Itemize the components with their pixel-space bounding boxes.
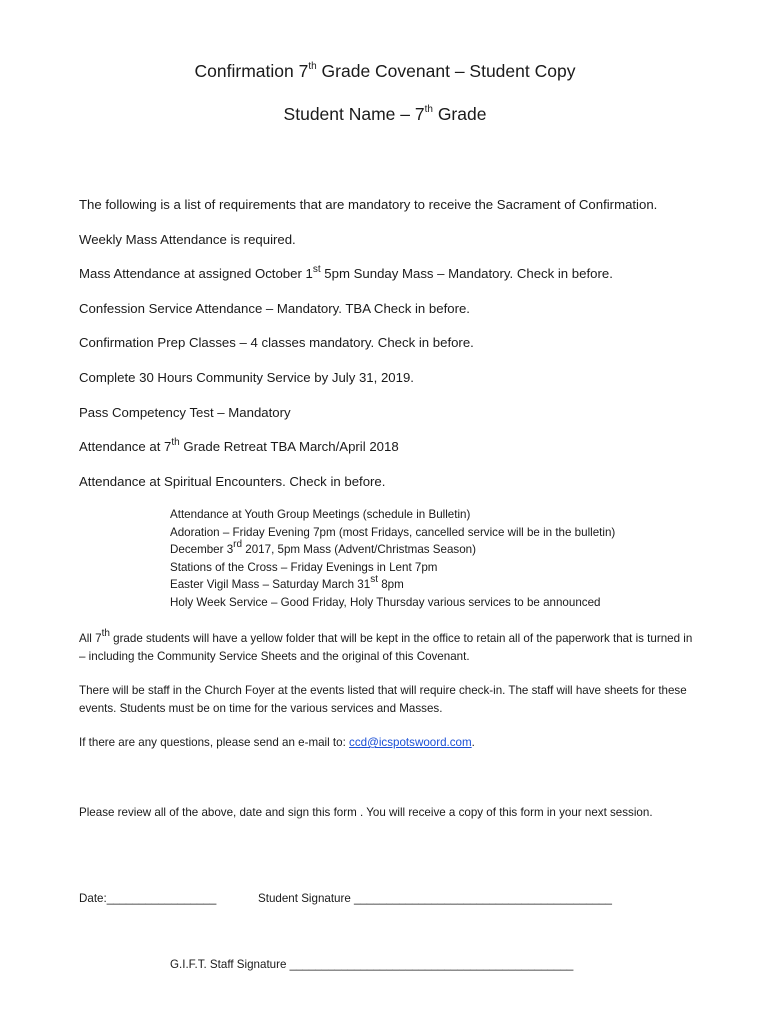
questions-note [79,734,699,752]
note-text-suffix: grade students will have a yellow folder that will be kept in the office to retain all of the paperwork that is turned in – including the Community Service Sheets and the original of this Covenant. [79,632,693,663]
encounter-superscript: st [370,574,378,586]
requirement-text: Attendance at 7 [79,439,172,454]
encounter-text: Easter Vigil Mass – Saturday March 31 [170,578,371,591]
document-subtitle [0,104,770,125]
student-signature-line[interactable]: Student Signature ________________________________________ [258,892,612,905]
note-superscript: th [101,628,110,640]
encounter-text-suffix: 8pm [377,578,404,591]
requirement-prep-classes: Confirmation Prep Classes – 4 classes mandatory. Check in before. [79,335,474,350]
encounter-adoration: Adoration – Friday Evening 7pm (most Fridays, cancelled service will be in the bulletin) [170,526,616,539]
requirement-text: Mass Attendance at assigned October 1 [79,266,313,281]
requirement-text-suffix: 5pm Sunday Mass – Mandatory. Check in before. [320,266,613,281]
encounter-stations-of-cross: Stations of the Cross – Friday Evenings in Lent 7pm [170,561,438,574]
requirement-october-mass [79,263,613,281]
requirements-intro: The following is a list of requirements that are mandatory to receive the Sacrament of Confirmation. [79,197,658,212]
encounter-holy-week: Holy Week Service – Good Friday, Holy Thursday various services to be announced [170,596,601,609]
title-text-suffix: Grade Covenant – Student Copy [316,61,576,81]
subtitle-text-suffix: Grade [432,104,487,124]
requirement-competency-test: Pass Competency Test – Mandatory [79,405,291,420]
requirement-community-service: Complete 30 Hours Community Service by July 31, 2019. [79,370,414,385]
date-line[interactable]: Date:_________________ [79,892,217,905]
staff-note: There will be staff in the Church Foyer at the events listed that will require check-in. The staff will have sheets for these events. Students must be on time for the various services and Masses. [79,684,687,715]
encounter-youth-group: Attendance at Youth Group Meetings (schedule in Bulletin) [170,508,471,521]
document-title [0,61,770,82]
staff-signature-line[interactable]: G.I.F.T. Staff Signature ____________________________________________ [170,958,574,971]
questions-period: . [471,736,475,749]
encounter-superscript: rd [233,539,243,551]
requirement-spiritual-encounters: Attendance at Spiritual Encounters. Check in before. [79,474,386,489]
folder-note [79,630,699,665]
encounter-december-mass [170,539,476,556]
title-superscript: th [308,61,317,73]
requirement-weekly-mass: Weekly Mass Attendance is required. [79,232,296,247]
note-text: All 7 [79,632,102,645]
encounter-text-suffix: 2017, 5pm Mass (Advent/Christmas Season) [242,543,476,556]
requirement-retreat [79,436,399,454]
requirement-text-suffix: Grade Retreat TBA March/April 2018 [179,439,399,454]
encounter-easter-vigil [170,574,404,591]
requirement-confession: Confession Service Attendance – Mandatory. TBA Check in before. [79,301,470,316]
title-text: Confirmation 7 [194,61,309,81]
questions-text: If there are any questions, please send an e-mail to: [79,736,350,749]
encounter-text: December 3 [170,543,234,556]
requirement-superscript: th [171,436,180,448]
email-link[interactable]: ccd@icspotswoord.com [349,736,472,749]
review-note: Please review all of the above, date and sign this form . You will receive a copy of this form in your next session. [79,806,653,819]
subtitle-superscript: th [424,104,433,116]
requirement-superscript: st [312,263,321,275]
subtitle-text: Student Name – 7 [283,104,425,124]
